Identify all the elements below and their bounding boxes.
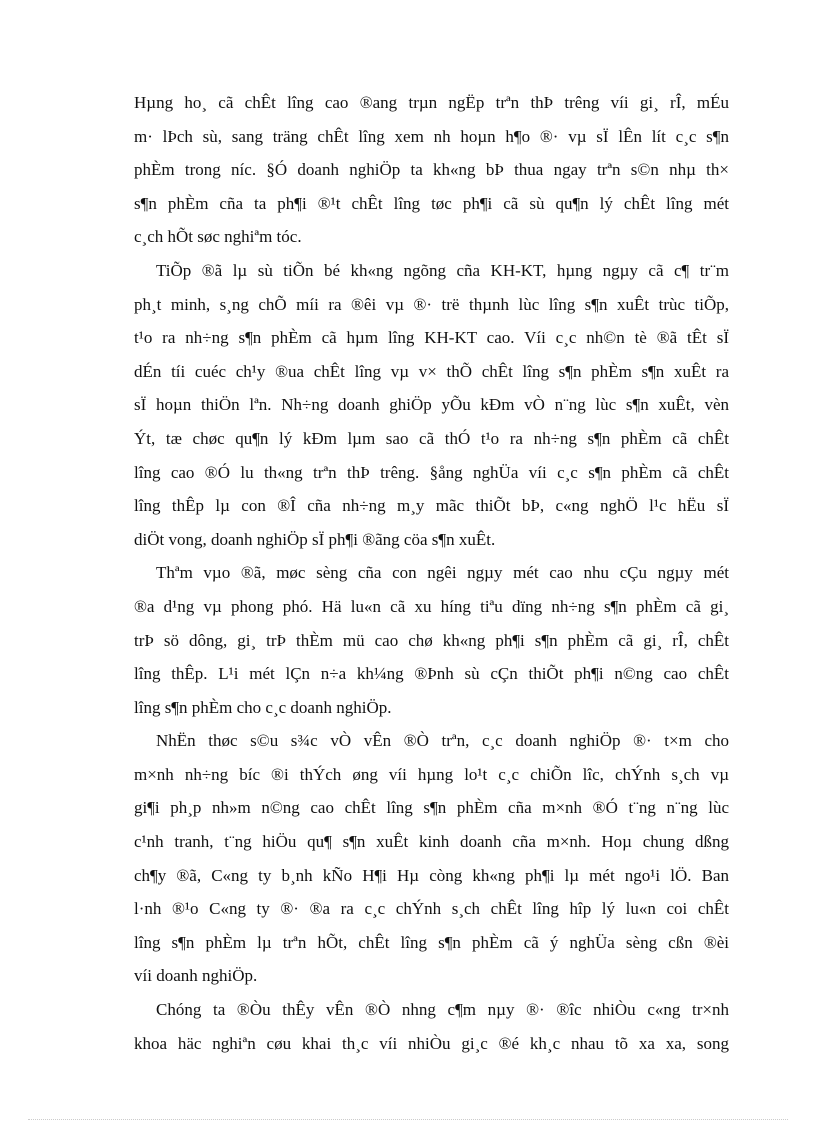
text-line: khoa häc nghiªn cøu khai th¸c víi nhiÒu gi¸c ®é kh¸c nhau tõ xa xa, song — [134, 1033, 729, 1053]
text-line: c¹nh tranh, t¨ng hiÖu qu¶ s¶n xuÊt kinh doanh cña m×nh. Hoµ chung dßng — [134, 832, 729, 852]
text-line: Thªm vµo ®ã, møc sèng cña con ngêi ngµy mét cao nhu cÇu ngµy mét — [156, 563, 729, 583]
paragraph — [134, 254, 729, 556]
paragraph — [134, 86, 729, 254]
text-line: lîng s¶n phÈm cho c¸c doanh nghiÖp. — [134, 697, 392, 717]
text-line: lîng thÊp lµ con ®Î cña nh÷ng m¸y mãc thiÕt bÞ, c«ng nghÖ l¹c hËu sÏ — [134, 496, 729, 516]
text-line: c¸ch hÕt søc nghiªm tóc. — [134, 227, 302, 247]
paragraph — [134, 724, 729, 993]
text-line: Hµng ho¸ cã chÊt lîng cao ®ang trµn ngËp trªn thÞ trêng víi gi¸ rÎ, mÉu — [134, 93, 729, 112]
text-line: NhËn thøc s©u s¾c vÒ vÊn ®Ò trªn, c¸c doanh nghiÖp ®· t×m cho — [156, 731, 729, 751]
text-line: ph¸t minh, s¸ng chÕ míi ra ®êi vµ ®· trë thµnh lùc lîng s¶n xuÊt trùc tiÕp, — [134, 294, 729, 314]
text-line: s¶n phÈm cña ta ph¶i ®¹t chÊt lîng tøc ph¶i cã sù qu¶n lý chÊt lîng mét — [134, 193, 729, 213]
text-line: l·nh ®¹o C«ng ty ®· ®a ra c¸c chÝnh s¸ch chÊt lîng hîp lý lu«n coi chÊt — [134, 899, 729, 919]
text-line: phÈm trong níc. §Ó doanh nghiÖp ta kh«ng bÞ thua ngay trªn s©n nhµ th× — [134, 160, 729, 180]
text-line: t¹o ra nh÷ng s¶n phÈm cã hµm lîng KH-KT cao. Víi c¸c nh©n tè ®ã tÊt sÏ — [134, 328, 729, 348]
text-line: Chóng ta ®Òu thÊy vÊn ®Ò nhng c¶m nµy ®· ®îc nhiÒu c«ng tr×nh — [156, 1000, 729, 1020]
document-page — [134, 86, 729, 1060]
text-line: sÏ hoµn thiÖn lªn. Nh÷ng doanh ghiÖp yÕu kÐm vÒ n¨ng lùc s¶n xuÊt, vèn — [134, 395, 729, 415]
text-line: gi¶i ph¸p nh»m n©ng cao chÊt lîng s¶n phÈm cña m×nh ®Ó t¨ng n¨ng lùc — [134, 798, 729, 818]
text-line: m×nh nh÷ng bíc ®i thÝch øng víi hµng lo¹t c¸c chiÕn lîc, chÝnh s¸ch vµ — [134, 764, 729, 784]
text-line: diÖt vong, doanh nghiÖp sÏ ph¶i ®ãng cöa s¶n xuÊt. — [134, 529, 496, 549]
text-line: TiÕp ®ã lµ sù tiÕn bé kh«ng ngõng cña KH-KT, hµng ngµy cã c¶ tr¨m — [156, 260, 729, 280]
page-bottom-divider — [28, 1119, 788, 1120]
text-line: m· lÞch sù, sang träng chÊt lîng xem nh hoµn h¶o ®· vµ sÏ lÊn lít c¸c s¶n — [134, 126, 729, 146]
text-line: lîng thÊp. L¹i mét lÇn n÷a kh¼ng ®Þnh sù cÇn thiÕt ph¶i n©ng cao chÊt — [134, 664, 729, 684]
text-line: Ýt, tæ chøc qu¶n lý kÐm lµm sao cã thÓ t¹o ra nh÷ng s¶n phÈm cã chÊt — [134, 428, 729, 448]
text-line: dÉn tíi cuéc ch¹y ®ua chÊt lîng vµ v× thÕ chÊt lîng s¶n phÈm s¶n xuÊt ra — [134, 361, 729, 381]
text-line: lîng s¶n phÈm lµ trªn hÕt, chÊt lîng s¶n phÈm cã ý nghÜa sèng cßn ®èi — [134, 932, 729, 952]
text-line: lîng cao ®Ó lu th«ng trªn thÞ trêng. §ång nghÜa víi c¸c s¶n phÈm cã chÊt — [134, 462, 729, 482]
text-line: víi doanh nghiÖp. — [134, 966, 258, 986]
text-line: trÞ sö dông, gi¸ trÞ thÈm mü cao chø kh«ng ph¶i s¶n phÈm cã gi¸ rÎ, chÊt — [134, 630, 729, 650]
paragraph — [134, 993, 729, 1060]
text-line: ch¶y ®ã, C«ng ty b¸nh kÑo H¶i Hµ còng kh«ng ph¶i lµ mét ngo¹i lÖ. Ban — [134, 865, 729, 885]
paragraph — [134, 556, 729, 724]
text-line: ®a d¹ng vµ phong phó. Hä lu«n cã xu híng tiªu dïng nh÷ng s¶n phÈm cã gi¸ — [134, 596, 729, 616]
